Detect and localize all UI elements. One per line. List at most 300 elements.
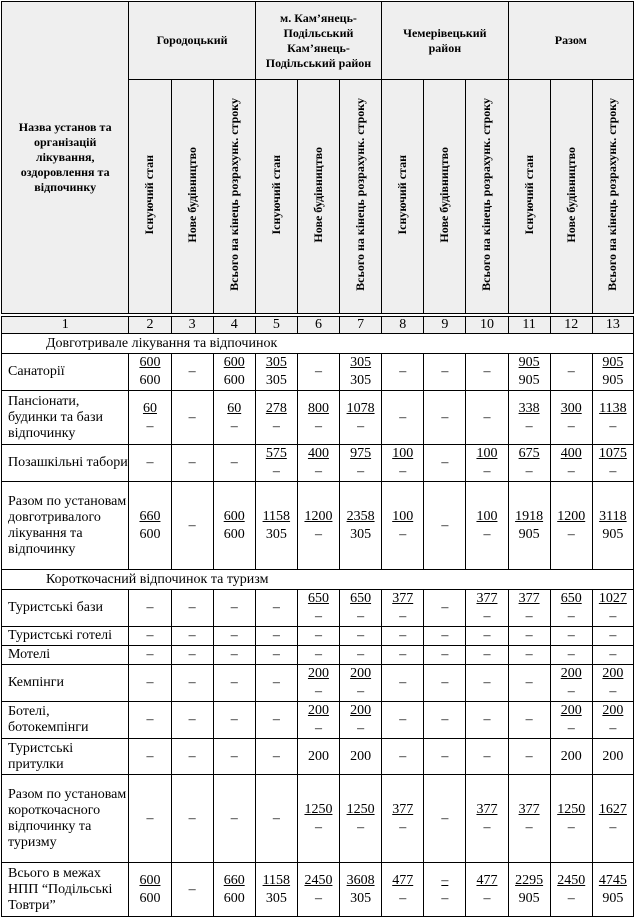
table-cell: – <box>171 665 213 702</box>
row-name: Позашкільні табори <box>2 445 129 482</box>
fraction-numerator: 100 <box>476 446 498 461</box>
table-cell: – <box>213 702 255 739</box>
column-number: 7 <box>340 317 382 334</box>
table-row <box>2 739 634 775</box>
fraction-denominator: – <box>357 684 365 699</box>
header-subcol-label: Існуючий стан <box>142 154 157 235</box>
fraction-denominator: – <box>314 721 322 736</box>
table-cell: – <box>213 775 255 863</box>
fraction-numerator: 2450 <box>557 872 586 888</box>
fraction-denominator: 600 <box>223 890 245 906</box>
table-cell: – <box>171 775 213 863</box>
fraction-value <box>519 354 540 390</box>
table-cell <box>255 863 297 917</box>
fraction-numerator: 1078 <box>346 400 375 416</box>
table-row <box>2 354 634 391</box>
header-subcol-label: Нове будівництво <box>563 146 578 243</box>
fraction-numerator: 1158 <box>262 508 291 524</box>
table-cell: – <box>592 627 633 646</box>
table-cell: – <box>129 665 171 702</box>
fraction-numerator: 600 <box>139 872 161 888</box>
fraction-value <box>266 354 287 390</box>
table-cell: – <box>255 665 297 702</box>
fraction-numerator: 305 <box>265 355 287 370</box>
table-row <box>2 391 634 445</box>
fraction-numerator: 200 <box>560 703 582 718</box>
table-cell <box>592 863 633 917</box>
header-subcol <box>129 80 171 314</box>
table-cell <box>466 482 508 570</box>
row-name: Мотелі <box>2 646 129 665</box>
fraction-numerator: 200 <box>602 666 624 681</box>
fraction-numerator: 377 <box>518 801 540 817</box>
fraction-value <box>263 508 290 544</box>
table-cell <box>466 445 508 482</box>
fraction-numerator: – <box>441 872 449 888</box>
table-cell: – <box>340 646 382 665</box>
table-cell: – <box>382 391 424 445</box>
table-cell: 200 <box>592 739 633 775</box>
table-cell: 200 <box>340 739 382 775</box>
fraction-denominator: – <box>272 464 280 479</box>
header-subcol <box>466 80 508 314</box>
table-cell: – <box>466 627 508 646</box>
header-subcol-label: Нове будівництво <box>437 146 452 243</box>
table-cell: – <box>550 354 592 391</box>
fraction-numerator: 200 <box>602 703 624 718</box>
fraction-value <box>392 590 413 626</box>
row-name: Санаторії <box>2 354 129 391</box>
table-cell: – <box>129 775 171 863</box>
fraction-value <box>350 445 371 481</box>
fraction-denominator: 305 <box>350 890 372 906</box>
column-number: 1 <box>2 317 129 334</box>
fraction-denominator: 905 <box>602 373 624 388</box>
header-name-col: Назва установ та організацій лікування, оздоровлення та відпочинку <box>2 2 129 314</box>
table-cell <box>592 775 633 863</box>
table-cell: – <box>466 739 508 775</box>
fraction-value <box>308 665 329 701</box>
fraction-denominator: – <box>609 819 617 835</box>
table-cell: – <box>213 590 255 627</box>
fraction-value <box>519 400 540 436</box>
table-cell <box>382 775 424 863</box>
fraction-value <box>304 801 332 837</box>
fraction-value <box>561 400 582 436</box>
table-cell: – <box>424 702 466 739</box>
fraction-denominator: – <box>230 418 238 434</box>
table-cell: – <box>382 702 424 739</box>
fraction-denominator: 600 <box>139 526 161 542</box>
table-cell <box>508 482 550 570</box>
fraction-value <box>266 400 287 436</box>
table-cell: – <box>129 646 171 665</box>
fraction-value <box>350 665 371 701</box>
fraction-numerator: 2295 <box>515 872 544 888</box>
header-subcol <box>550 80 592 314</box>
row-name: Ботелі, ботокемпінги <box>2 702 129 739</box>
fraction-value <box>599 445 627 481</box>
fraction-denominator: 305 <box>265 890 287 906</box>
fraction-numerator: 100 <box>392 446 414 461</box>
table-cell <box>508 863 550 917</box>
fraction-value <box>515 508 543 544</box>
fraction-numerator: 60 <box>142 400 157 416</box>
fraction-numerator: 1250 <box>304 801 333 817</box>
fraction-numerator: 3608 <box>346 872 375 888</box>
table-cell <box>340 775 382 863</box>
table-cell <box>213 863 255 917</box>
table-row <box>2 665 634 702</box>
table-cell: – <box>171 482 213 570</box>
fraction-value <box>602 665 623 701</box>
table-cell: – <box>382 627 424 646</box>
fraction-value <box>304 508 332 544</box>
table-cell <box>129 354 171 391</box>
table-cell <box>297 775 339 863</box>
table-cell <box>340 665 382 702</box>
fraction-numerator: 600 <box>223 355 245 370</box>
fraction-denominator: – <box>483 464 491 479</box>
table-cell <box>255 354 297 391</box>
fraction-numerator: 2358 <box>346 508 375 524</box>
table-cell: – <box>508 739 550 775</box>
table-cell <box>297 863 339 917</box>
fraction-denominator: 600 <box>223 373 245 388</box>
header-subcol-label: Існуючий стан <box>521 154 536 235</box>
header-subcol-label: Існуючий стан <box>395 154 410 235</box>
table-cell: – <box>466 391 508 445</box>
fraction-value <box>347 508 375 544</box>
fraction-numerator: 477 <box>476 872 498 888</box>
fraction-value <box>263 872 290 908</box>
table-cell: – <box>466 354 508 391</box>
table-cell <box>550 665 592 702</box>
fraction-numerator: 1027 <box>598 591 627 606</box>
fraction-numerator: 400 <box>560 446 582 461</box>
table-cell: – <box>255 739 297 775</box>
fraction-value <box>350 702 371 738</box>
table-cell: – <box>382 354 424 391</box>
table-cell: – <box>171 646 213 665</box>
table-row <box>2 590 634 627</box>
fraction-denominator: 905 <box>518 526 540 542</box>
fraction-value <box>224 872 245 908</box>
fraction-value <box>308 445 329 481</box>
fraction-numerator: 400 <box>307 446 329 461</box>
table-cell <box>382 863 424 917</box>
table-cell <box>340 590 382 627</box>
fraction-numerator: 650 <box>307 591 329 606</box>
header-group-3: Разом <box>508 2 633 80</box>
fraction-numerator: 200 <box>560 666 582 681</box>
fraction-value <box>347 872 375 908</box>
table-cell <box>508 391 550 445</box>
table-cell: – <box>213 646 255 665</box>
header-subcol <box>508 80 550 314</box>
table-cell <box>340 482 382 570</box>
fraction-denominator: – <box>314 819 322 835</box>
fraction-numerator: 975 <box>350 446 372 461</box>
table-cell <box>508 775 550 863</box>
table-cell: – <box>129 627 171 646</box>
fraction-denominator: 600 <box>139 373 161 388</box>
table-cell: – <box>466 702 508 739</box>
table-cell <box>382 590 424 627</box>
table-cell <box>592 354 633 391</box>
fraction-denominator: 905 <box>518 373 540 388</box>
fraction-numerator: 200 <box>350 666 372 681</box>
table-cell: – <box>213 739 255 775</box>
fraction-numerator: 377 <box>392 591 414 606</box>
fraction-value <box>515 872 543 908</box>
column-number: 9 <box>424 317 466 334</box>
fraction-value <box>599 590 627 626</box>
fraction-denominator: – <box>399 464 407 479</box>
table-cell <box>592 482 633 570</box>
fraction-numerator: 305 <box>350 355 372 370</box>
fraction-denominator: – <box>314 464 322 479</box>
fraction-value <box>139 872 160 908</box>
table-cell <box>592 445 633 482</box>
table-cell <box>255 391 297 445</box>
fraction-denominator: – <box>314 526 322 542</box>
table-cell <box>508 445 550 482</box>
row-name: Кемпінги <box>2 665 129 702</box>
header-subcol-label: Всього на кінець розрахунк. строку <box>605 98 620 291</box>
table-cell: – <box>424 445 466 482</box>
table-cell: – <box>424 775 466 863</box>
table-cell <box>297 665 339 702</box>
fraction-value <box>557 872 585 908</box>
fraction-numerator: 1075 <box>598 446 627 461</box>
table-cell: – <box>213 627 255 646</box>
fraction-denominator: – <box>525 464 533 479</box>
table-cell: – <box>340 627 382 646</box>
table-cell: – <box>255 590 297 627</box>
table-cell: – <box>297 627 339 646</box>
header-subcol-label: Всього на кінець розрахунк. строку <box>479 98 494 291</box>
header-group-2: Чемерівецький район <box>382 2 508 80</box>
table-cell <box>129 863 171 917</box>
fraction-value <box>441 872 448 908</box>
header-subcol-label: Всього на кінець розрахунк. строку <box>353 98 368 291</box>
fraction-denominator: – <box>567 890 575 906</box>
fraction-value <box>476 801 497 837</box>
fraction-denominator: – <box>609 464 617 479</box>
fraction-denominator: – <box>357 418 365 434</box>
column-number: 13 <box>592 317 633 334</box>
fraction-value <box>557 508 585 544</box>
table-cell: – <box>255 646 297 665</box>
row-name: Туристські бази <box>2 590 129 627</box>
fraction-value <box>304 872 332 908</box>
fraction-denominator: 305 <box>350 526 372 542</box>
column-number: 2 <box>129 317 171 334</box>
fraction-denominator: 600 <box>139 890 161 906</box>
fraction-numerator: 1200 <box>304 508 333 524</box>
fraction-numerator: 1138 <box>599 400 627 416</box>
table-cell <box>382 482 424 570</box>
table-header <box>1 1 634 314</box>
fraction-denominator: – <box>609 684 617 699</box>
fraction-value <box>602 354 623 390</box>
fraction-value <box>350 354 371 390</box>
table-cell <box>297 482 339 570</box>
fraction-numerator: 660 <box>139 508 161 524</box>
table-cell <box>297 702 339 739</box>
fraction-numerator: 1250 <box>346 801 375 817</box>
table-cell <box>297 445 339 482</box>
row-name: Туристські готелі <box>2 627 129 646</box>
table-row <box>2 646 634 665</box>
table-cell <box>255 445 297 482</box>
column-number: 6 <box>297 317 339 334</box>
table-cell: – <box>213 665 255 702</box>
table-cell <box>297 391 339 445</box>
fraction-denominator: 905 <box>602 890 624 906</box>
table-cell <box>129 482 171 570</box>
table-row <box>2 702 634 739</box>
header-subcol <box>340 80 382 314</box>
header-subcol-label: Існуючий стан <box>268 154 283 235</box>
fraction-numerator: 4745 <box>598 872 627 888</box>
table-cell <box>550 482 592 570</box>
row-name: Пансіонати, будинки та бази відпочинку <box>2 391 129 445</box>
fraction-value <box>602 702 623 738</box>
fraction-denominator: – <box>525 819 533 835</box>
table-row <box>2 863 634 917</box>
column-number: 3 <box>171 317 213 334</box>
table-cell <box>550 391 592 445</box>
header-group-0: Городоцький <box>129 2 255 80</box>
fraction-denominator: – <box>567 819 575 835</box>
header-subcol-label: Всього на кінець розрахунк. строку <box>226 98 241 291</box>
fraction-numerator: 650 <box>560 591 582 606</box>
table-cell: – <box>255 702 297 739</box>
header-subcol <box>592 80 633 314</box>
fraction-value <box>476 590 497 626</box>
fraction-value <box>519 445 540 481</box>
fraction-denominator: – <box>357 464 365 479</box>
table-cell <box>213 391 255 445</box>
table-cell <box>592 391 633 445</box>
section-row <box>2 570 634 590</box>
fraction-denominator: – <box>483 890 491 906</box>
table-cell <box>340 445 382 482</box>
header-subcol <box>382 80 424 314</box>
table-cell: – <box>297 354 339 391</box>
table-cell <box>213 354 255 391</box>
table-cell: – <box>424 354 466 391</box>
fraction-numerator: 200 <box>307 666 329 681</box>
table-cell: – <box>424 665 466 702</box>
table-cell <box>592 702 633 739</box>
fraction-value <box>308 400 329 436</box>
fraction-numerator: 575 <box>265 446 287 461</box>
fraction-denominator: – <box>146 418 154 434</box>
fraction-value <box>599 508 626 544</box>
row-name: Разом по установам довготривалого лікування та відпочинку <box>2 482 129 570</box>
fraction-value <box>266 445 287 481</box>
fraction-numerator: 3118 <box>599 508 627 524</box>
table-cell: – <box>466 665 508 702</box>
fraction-denominator: – <box>357 819 365 835</box>
fraction-denominator: – <box>314 418 322 434</box>
fraction-value <box>599 400 626 436</box>
fraction-numerator: 1627 <box>598 801 627 817</box>
table-cell: – <box>171 739 213 775</box>
fraction-denominator: 905 <box>518 890 540 906</box>
fraction-value <box>139 354 160 390</box>
table-cell: – <box>508 627 550 646</box>
table-cell: – <box>129 590 171 627</box>
fraction-numerator: 300 <box>560 400 582 416</box>
table-cell <box>550 590 592 627</box>
table-body <box>1 316 634 917</box>
section-row <box>2 334 634 354</box>
fraction-value <box>599 872 627 908</box>
section-label: Короткочасний відпочинок та туризм <box>2 570 634 590</box>
fraction-numerator: 100 <box>392 508 414 524</box>
table-cell: – <box>424 391 466 445</box>
fraction-numerator: 278 <box>265 400 287 416</box>
fraction-value <box>143 400 157 436</box>
table-cell <box>255 482 297 570</box>
fraction-value <box>599 801 627 837</box>
table-cell <box>592 665 633 702</box>
table-cell <box>213 482 255 570</box>
fraction-value <box>476 872 497 908</box>
fraction-denominator: – <box>567 464 575 479</box>
column-numbers-row <box>2 317 634 334</box>
fraction-value <box>350 590 371 626</box>
header-subcol <box>255 80 297 314</box>
fraction-numerator: 1250 <box>557 801 586 817</box>
fraction-value <box>139 508 160 544</box>
fraction-value <box>561 445 582 481</box>
fraction-denominator: – <box>399 890 407 906</box>
table-cell: – <box>508 665 550 702</box>
fraction-value <box>476 445 497 481</box>
fraction-denominator: – <box>399 609 407 624</box>
table-cell: 200 <box>550 739 592 775</box>
table-cell: – <box>213 445 255 482</box>
fraction-value <box>392 508 413 544</box>
table-cell <box>466 863 508 917</box>
table-cell: – <box>129 702 171 739</box>
fraction-denominator: 305 <box>265 526 287 542</box>
table-cell: – <box>171 391 213 445</box>
fraction-numerator: 100 <box>476 508 498 524</box>
table-cell <box>508 354 550 391</box>
fraction-denominator: – <box>609 721 617 736</box>
fraction-value <box>392 872 413 908</box>
header-subcol <box>297 80 339 314</box>
column-number: 4 <box>213 317 255 334</box>
fraction-numerator: 660 <box>223 872 245 888</box>
column-number: 8 <box>382 317 424 334</box>
fraction-numerator: 377 <box>476 801 498 817</box>
table-cell: – <box>382 665 424 702</box>
column-number: 5 <box>255 317 297 334</box>
fraction-numerator: 60 <box>227 400 242 416</box>
fraction-denominator: – <box>483 609 491 624</box>
header-group-1: м. Кам’янець-Подільський Кам’янець-Подільський район <box>255 2 381 80</box>
table-cell <box>340 391 382 445</box>
fraction-value <box>224 354 245 390</box>
table-cell: – <box>424 627 466 646</box>
